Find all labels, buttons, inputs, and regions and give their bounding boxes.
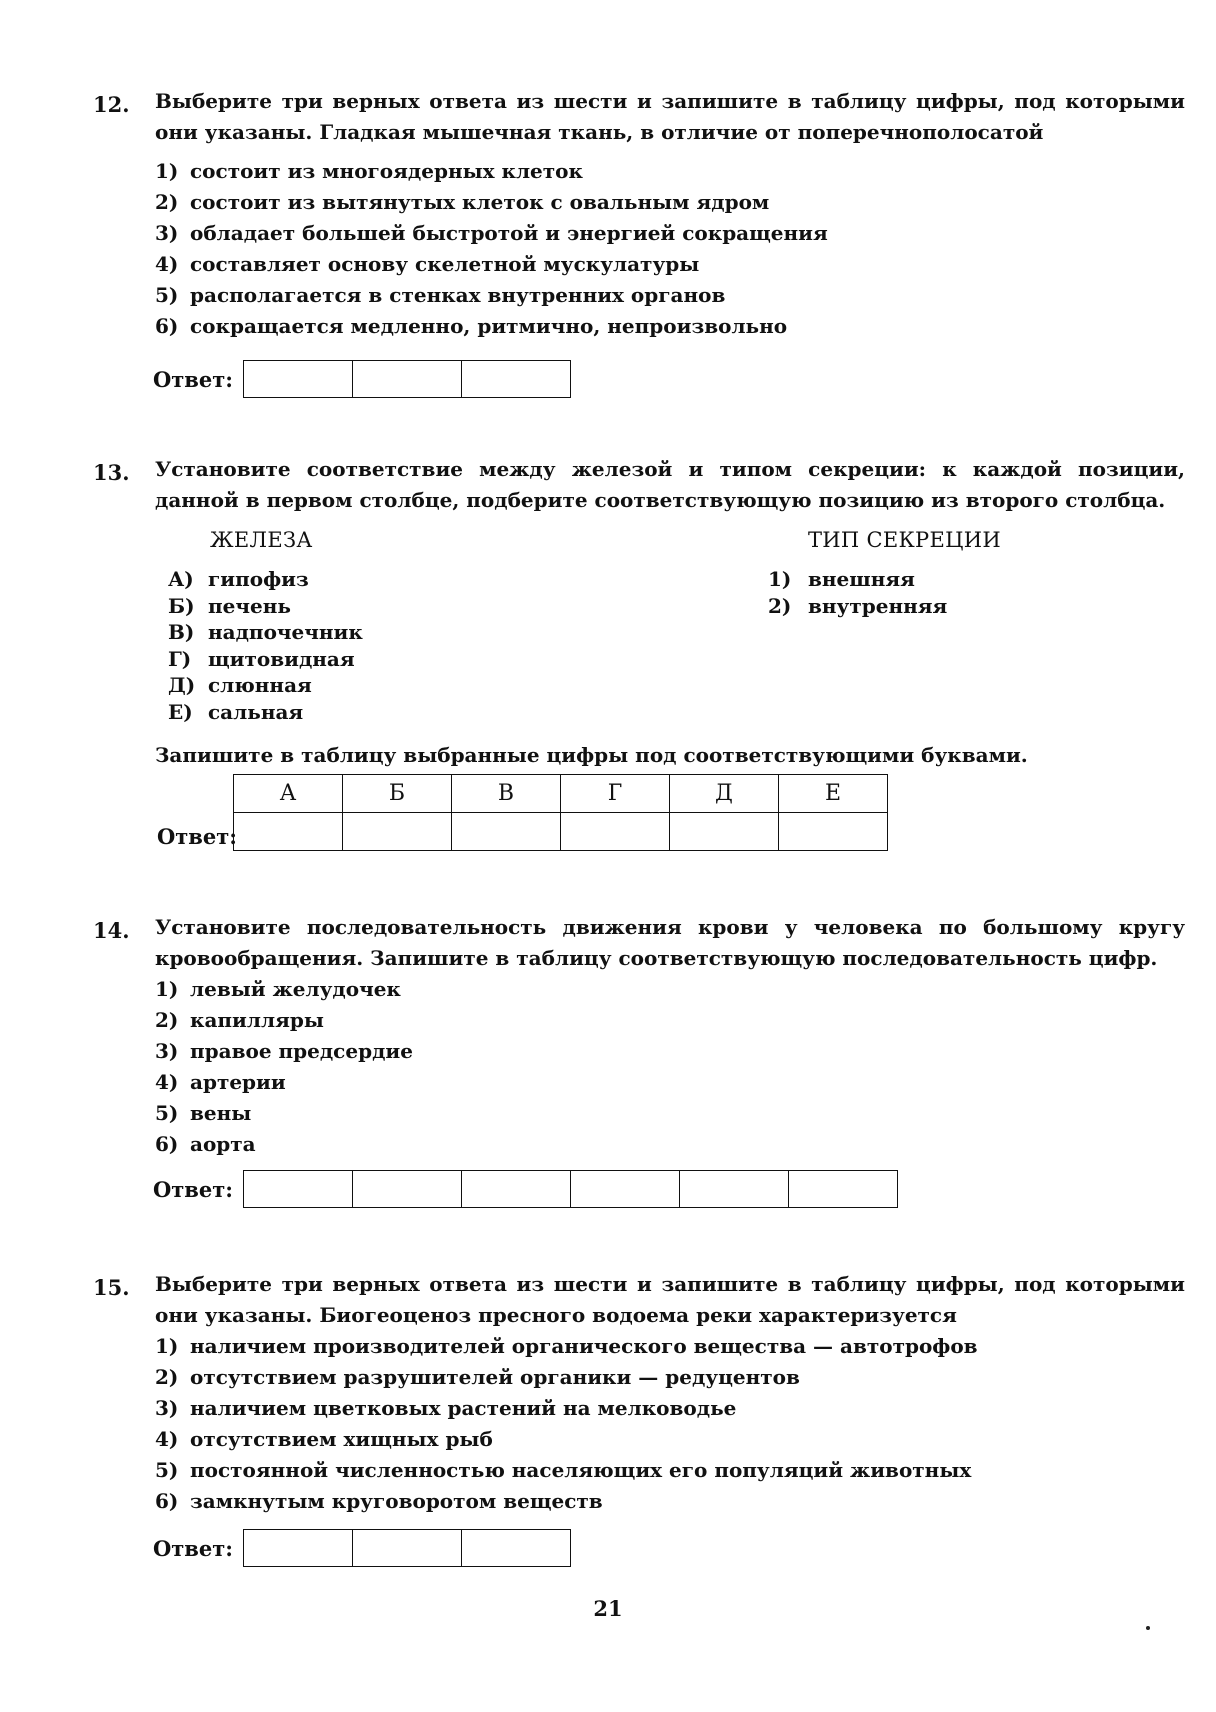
right-items-list [768, 566, 947, 619]
option: 5) вены [155, 1101, 252, 1125]
letter-cell: А [234, 775, 343, 813]
option: 4) артерии [155, 1070, 286, 1094]
answer-label: Ответ: [153, 366, 234, 392]
answer-row [153, 360, 571, 398]
answer-cell[interactable] [462, 1171, 571, 1207]
answer-label: Ответ: [153, 1176, 234, 1202]
option: 6) сокращается медленно, ритмично, непроизвольно [155, 314, 788, 338]
option: 4) составляет основу скелетной мускулатуры [155, 252, 700, 276]
answer-cell[interactable] [789, 1171, 897, 1207]
answer-cell[interactable] [561, 813, 670, 851]
option: 1) состоит из многоядерных клеток [155, 159, 583, 183]
left-column-header: ЖЕЛЕЗА [210, 528, 313, 552]
option: 2) капилляры [155, 1008, 324, 1032]
answer-cell[interactable] [462, 361, 570, 397]
option: 3) обладает большей быстротой и энергией сокращения [155, 221, 828, 245]
right-column-header: ТИП СЕКРЕЦИИ [808, 528, 1001, 552]
task-stem: Установите соответствие между железой и типом секреции: к каждой позиции, данной в первом столбце, подберите соответствующую позицию из второго столбца. [155, 457, 1185, 512]
option: 1) левый желудочек [155, 977, 401, 1001]
letter-cell: Г [561, 775, 670, 813]
option: 3) правое предсердие [155, 1039, 413, 1063]
task-number: 15. [93, 1275, 130, 1300]
option: 1) наличием производителей органического вещества — автотрофов [155, 1334, 978, 1358]
answer-label: Ответ: [153, 1535, 234, 1561]
page-number: 21 [593, 1596, 623, 1621]
answer-cell[interactable] [353, 1171, 462, 1207]
options-list [155, 974, 1155, 1160]
answer-cell[interactable] [353, 361, 462, 397]
options-list [155, 156, 1155, 342]
answer-cell[interactable] [343, 813, 452, 851]
option: 2) отсутствием разрушителей органики — редуцентов [155, 1365, 800, 1389]
answer-label: Ответ: [157, 824, 238, 849]
answer-cell[interactable] [779, 813, 888, 851]
answer-cells [243, 1529, 571, 1567]
answer-cell[interactable] [244, 1171, 353, 1207]
option: 3) наличием цветковых растений на мелководье [155, 1396, 737, 1420]
answer-cells [243, 360, 571, 398]
option: 4) отсутствием хищных рыб [155, 1427, 493, 1451]
answer-cell[interactable] [462, 1530, 570, 1566]
answer-cell[interactable] [571, 1171, 680, 1207]
answer-cell[interactable] [680, 1171, 789, 1207]
task-number: 14. [93, 918, 130, 943]
option: 5) располагается в стенках внутренних органов [155, 283, 726, 307]
list-item: Е) сальная [168, 699, 304, 724]
letters-row [234, 775, 888, 813]
answer-cell[interactable] [670, 813, 779, 851]
answer-row [153, 1529, 571, 1567]
options-list [155, 1331, 1155, 1517]
answer-row [153, 1170, 898, 1208]
list-item: 1) внешняя [768, 567, 915, 591]
answer-cell[interactable] [244, 361, 353, 397]
answer-cell[interactable] [452, 813, 561, 851]
task-stem: Выберите три верных ответа из шести и запишите в таблицу цифры, под которыми они указаны. Гладкая мышечная ткань, в отличие от поперечнополосатой [155, 89, 1185, 144]
answer-cell[interactable] [353, 1530, 462, 1566]
table-instruction: Запишите в таблицу выбранные цифры под соответствующими буквами. [155, 743, 1028, 767]
option: 6) аорта [155, 1132, 256, 1156]
list-item: В) надпочечник [168, 620, 363, 644]
scan-speck [1146, 1626, 1150, 1630]
list-item: 2) внутренняя [768, 593, 948, 618]
answer-cell[interactable] [234, 813, 343, 851]
letter-cell: Б [343, 775, 452, 813]
answer-table [233, 774, 888, 851]
list-item: Б) печень [168, 593, 291, 618]
answer-cells [243, 1170, 898, 1208]
option: 5) постоянной численностью населяющих его популяций животных [155, 1458, 972, 1482]
option: 6) замкнутым круговоротом веществ [155, 1489, 603, 1513]
task-stem: Выберите три верных ответа из шести и запишите в таблицу цифры, под которыми они указаны. Биогеоценоз пресного водоема реки характеризуется [155, 1272, 1185, 1327]
letter-cell: Д [670, 775, 779, 813]
list-item: А) гипофиз [168, 567, 309, 591]
left-items-list [168, 566, 363, 725]
task-stem: Установите последовательность движения крови у человека по большому кругу кровообращения. Запишите в таблицу соответствующую последовательность цифр. [155, 915, 1185, 970]
list-item: Д) слюнная [168, 673, 312, 697]
task-number: 12. [93, 92, 130, 117]
answers-row [234, 813, 888, 851]
letter-cell: В [452, 775, 561, 813]
answer-cell[interactable] [244, 1530, 353, 1566]
task-number: 13. [93, 460, 130, 485]
option: 2) состоит из вытянутых клеток с овальным ядром [155, 190, 770, 214]
letter-cell: Е [779, 775, 888, 813]
list-item: Г) щитовидная [168, 646, 355, 671]
